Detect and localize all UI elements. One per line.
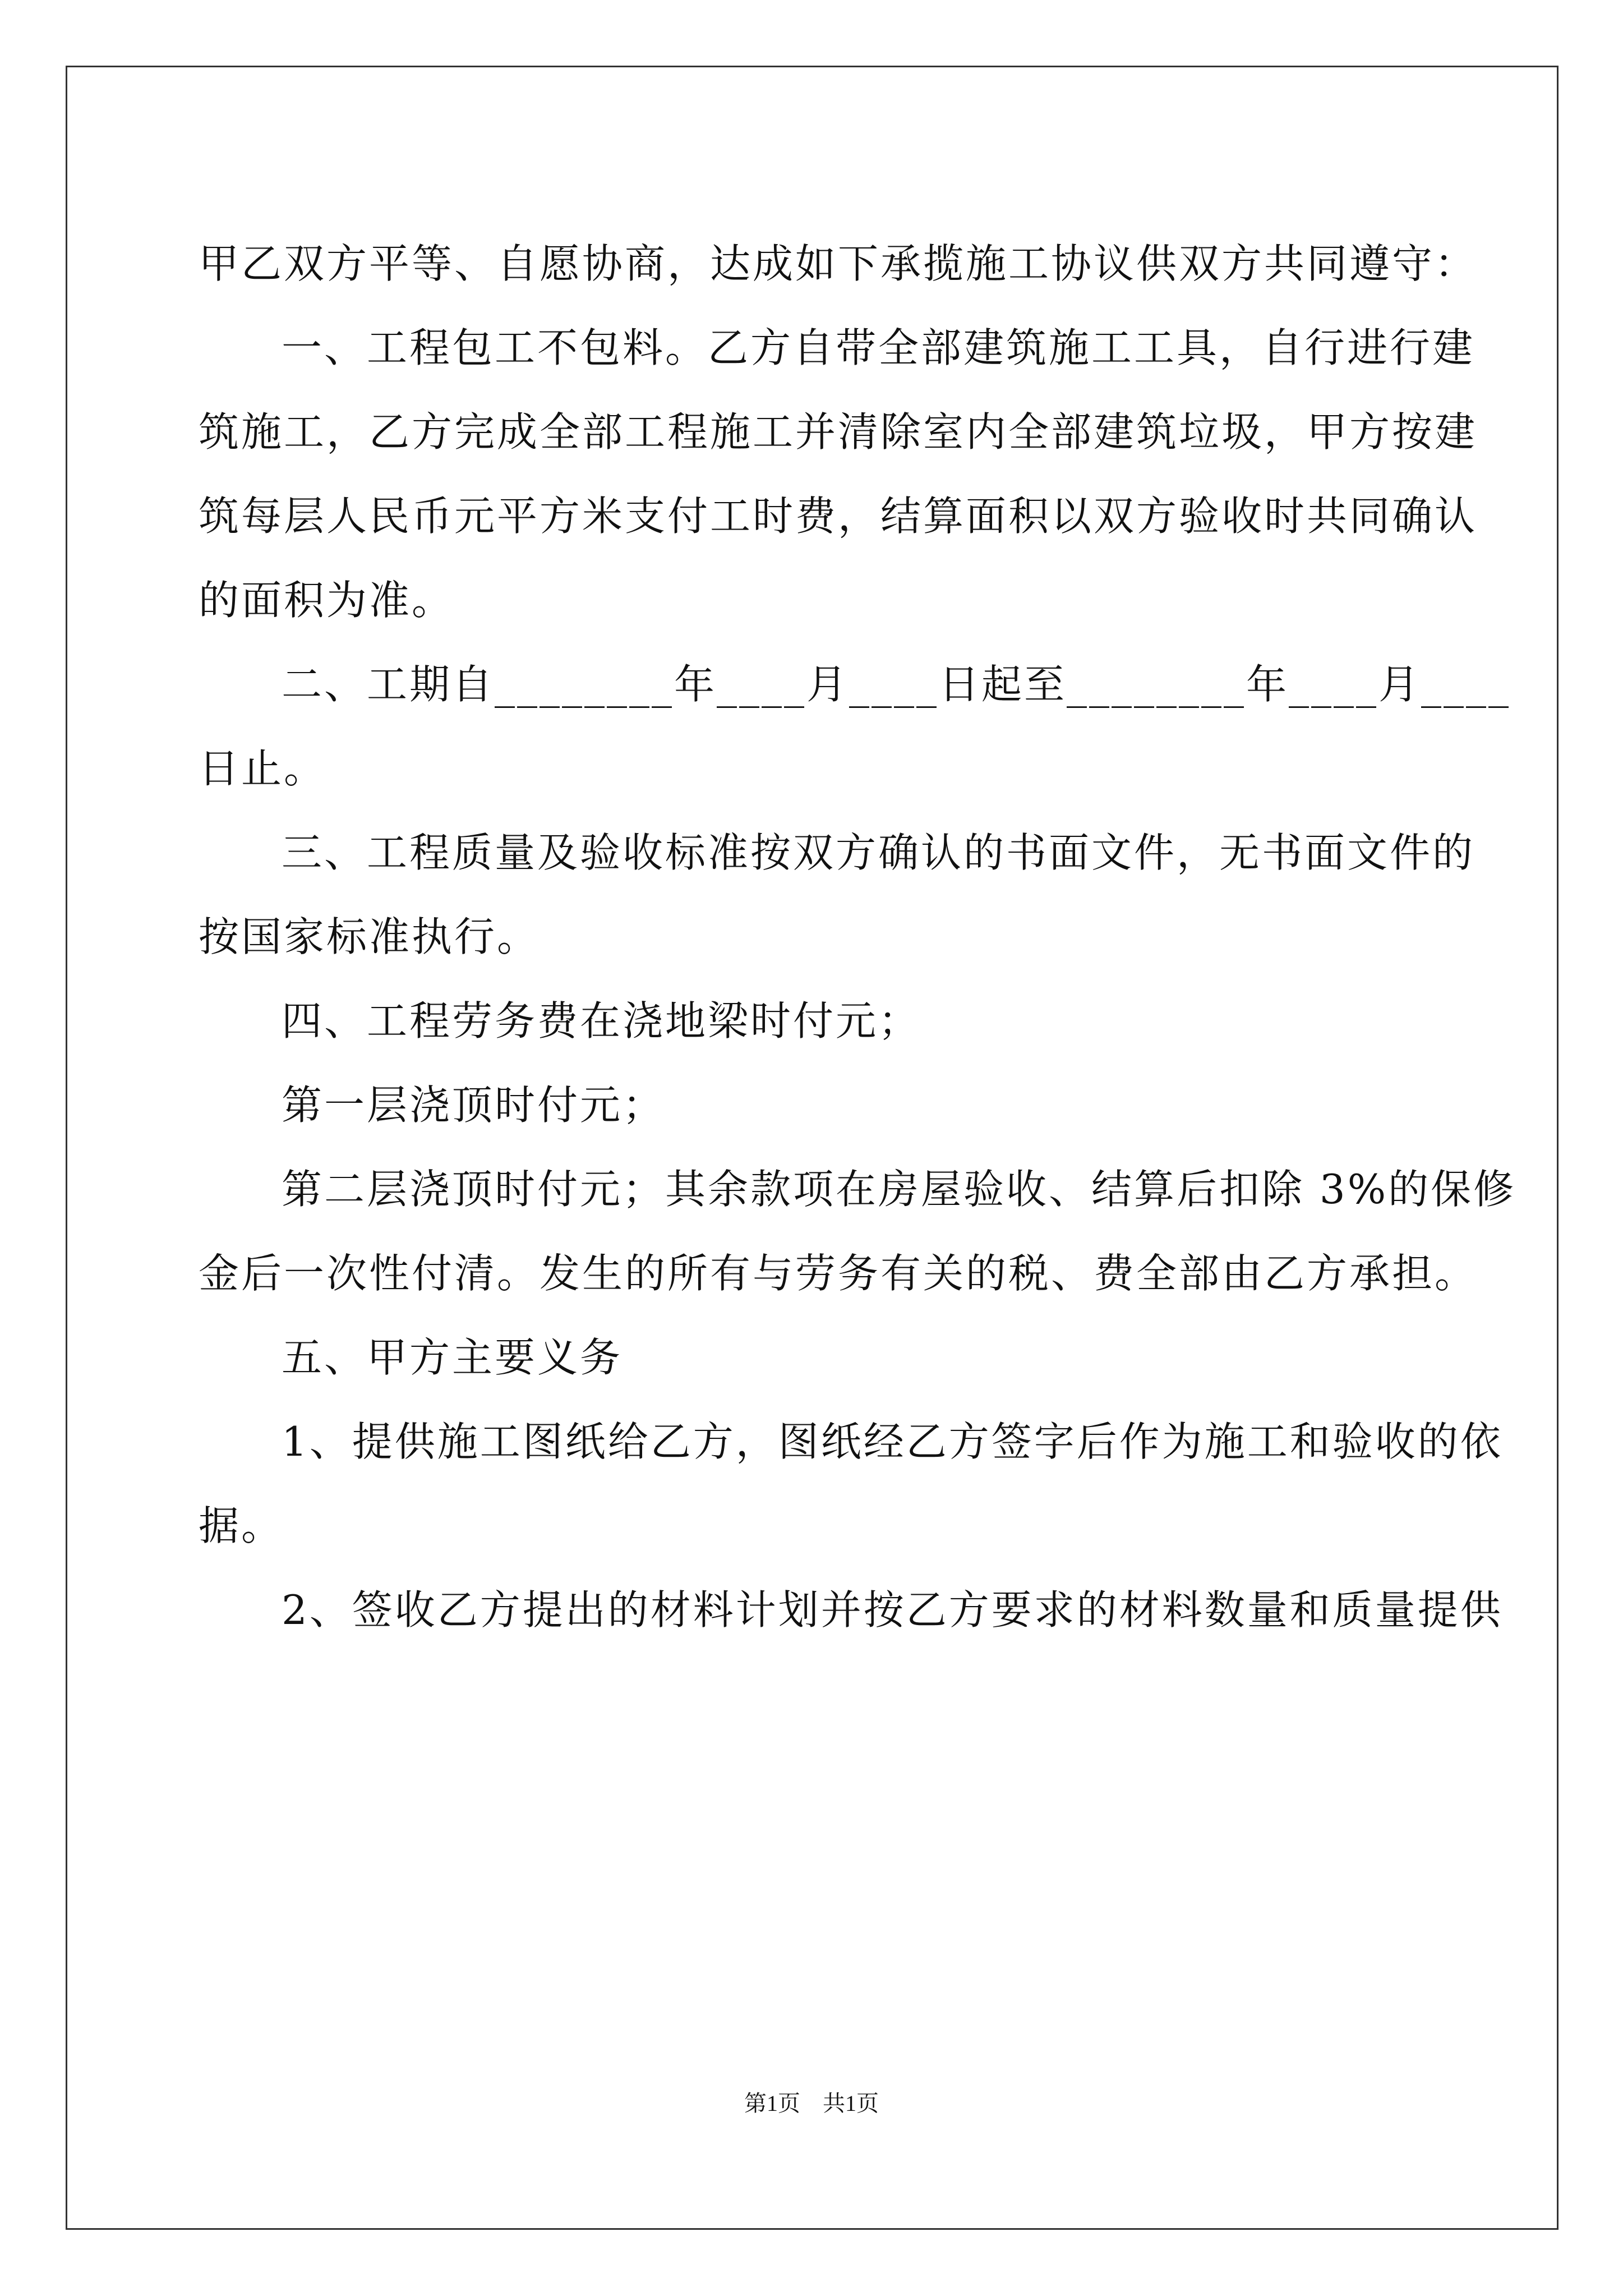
clause-1-line-2: 筑施工，乙方完成全部工程施工并清除室内全部建筑垃圾，甲方按建 (199, 408, 1478, 455)
clause-3-line-1: 三、工程质量及验收标准按双方确认的书面文件，无书面文件的 (282, 829, 1476, 876)
clause-5-item-2-line-1: 2、签收乙方提出的材料计划并按乙方要求的材料数量和质量提供 (282, 1586, 1503, 1634)
page-number-footer: 第1页 共1页 (744, 2091, 879, 2116)
clause-5-item-1-line-2: 据。 (199, 1502, 284, 1549)
clause-5-item-1-line-1: 1、提供施工图纸给乙方，图纸经乙方签字后作为施工和验收的依 (282, 1418, 1503, 1465)
clause-4-line-1: 四、工程劳务费在浇地梁时付元； (282, 997, 921, 1045)
clause-3-line-2: 按国家标准执行。 (199, 913, 540, 960)
clause-1-line-4: 的面积为准。 (199, 577, 455, 624)
paragraph-intro: 甲乙双方平等、自愿协商，达成如下承揽施工协议供双方共同遵守： (199, 240, 1478, 287)
clause-5-heading: 五、甲方主要义务 (282, 1334, 623, 1381)
clause-1-line-1: 一、工程包工不包料。乙方自带全部建筑施工工具，自行进行建 (282, 324, 1476, 371)
clause-4-line-3: 第二层浇顶时付元；其余款项在房屋验收、结算后扣除 3%的保修 (282, 1166, 1516, 1213)
clause-1-line-3: 筑每层人民币元平方米支付工时费，结算面积以双方验收时共同确认 (199, 493, 1478, 540)
clause-4-line-2: 第一层浇顶时付元； (282, 1082, 666, 1129)
document-body (199, 222, 1516, 1652)
clause-2-line-2: 日止。 (199, 745, 327, 792)
clause-4-line-4: 金后一次性付清。发生的所有与劳务有关的税、费全部由乙方承担。 (199, 1250, 1478, 1297)
clause-2-line-1: 二、工期自________年____月____日起至________年____月____ (282, 661, 1511, 708)
